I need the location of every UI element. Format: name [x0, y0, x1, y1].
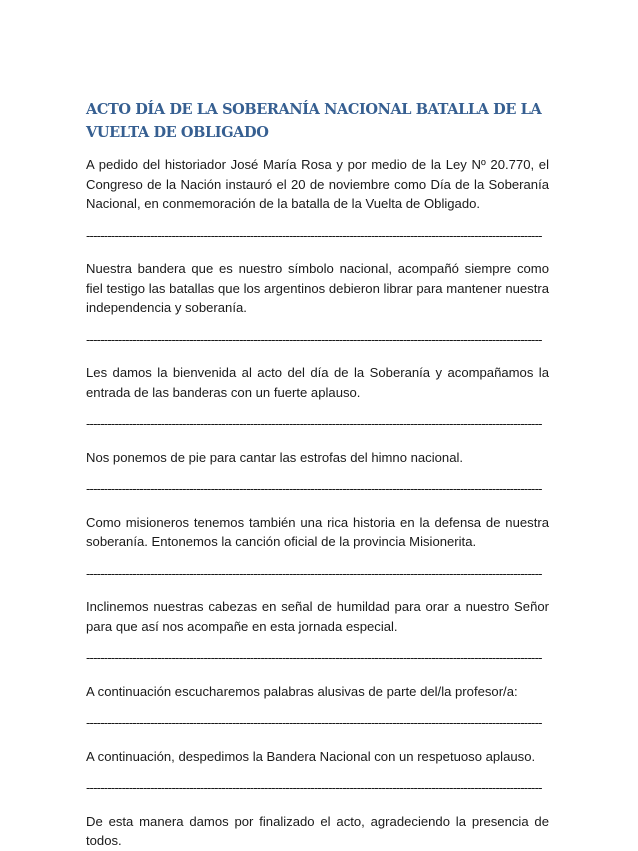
- paragraph-bienvenida: Les damos la bienvenida al acto del día de la Soberanía y acompañamos la entrada de las banderas con un fuerte aplauso.: [86, 365, 549, 400]
- separator-line: --------------------------------------------------------------------------------------------------------------------------------: [86, 481, 542, 496]
- separator-line: --------------------------------------------------------------------------------------------------------------------------------: [86, 650, 542, 665]
- separator-line: --------------------------------------------------------------------------------------------------------------------------------: [86, 331, 542, 347]
- document-body: [86, 98, 549, 851]
- paragraph-misionerita: Como misioneros tenemos también una rica historia en la defensa de nuestra soberanía. Entonemos la canción oficial de la provincia Misionerita.: [86, 514, 549, 549]
- paragraph-intro: A pedido del historiador José María Rosa y por medio de la Ley Nº 20.770, el Congreso de la Nación instauró el 20 de noviembre como Día de la Soberanía Nacional, en conmemoración de la batalla de la Vuelta de Obligado.: [86, 157, 549, 211]
- paragraph-oracion: Inclinemos nuestras cabezas en señal de humildad para orar a nuestro Señor para que así nos acompañe en esta jornada especial.: [86, 599, 549, 634]
- separator-line: --------------------------------------------------------------------------------------------------------------------------------: [86, 227, 542, 243]
- document-title: ACTO DÍA DE LA SOBERANÍA NACIONAL BATALLA DE LA VUELTA DE OBLIGADO: [86, 101, 542, 141]
- paragraph-cierre: De esta manera damos por finalizado el acto, agradeciendo la presencia de todos.: [86, 813, 549, 848]
- separator-line: --------------------------------------------------------------------------------------------------------------------------------: [86, 715, 542, 730]
- separator-line: --------------------------------------------------------------------------------------------------------------------------------: [86, 565, 542, 581]
- separator-line: --------------------------------------------------------------------------------------------------------------------------------: [86, 780, 542, 795]
- separator-line: --------------------------------------------------------------------------------------------------------------------------------: [86, 416, 542, 431]
- paragraph-palabras-alusivas: A continuación escucharemos palabras alusivas de parte del/la profesor/a:: [86, 683, 518, 699]
- paragraph-himno: Nos ponemos de pie para cantar las estrofas del himno nacional.: [86, 449, 464, 465]
- paragraph-despedida-bandera: A continuación, despedimos la Bandera Nacional con un respetuoso aplauso.: [86, 748, 536, 764]
- paragraph-bandera: Nuestra bandera que es nuestro símbolo nacional, acompañó siempre como fiel testigo las batallas que los argentinos debieron librar para mantener nuestra independencia y soberanía.: [86, 261, 549, 315]
